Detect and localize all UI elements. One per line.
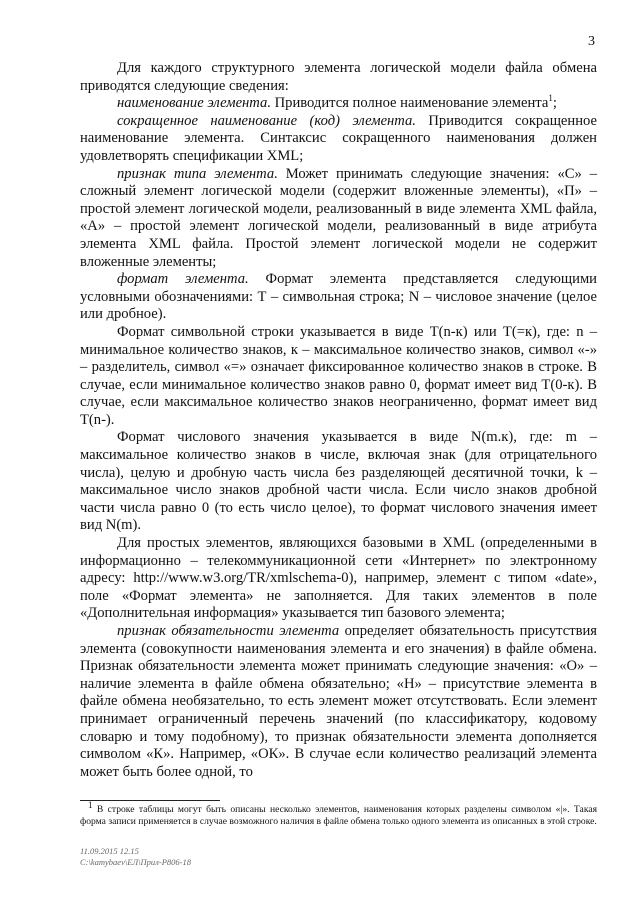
paragraph-text: Для каждого структурного элемента логической модели файла обмена приводятся следующие сведения: <box>80 60 597 94</box>
term-label: наименование элемента. <box>117 95 271 112</box>
paragraph-text: Формат элемента представляется следующими условными обозначениями: Т – символьная строка; N – числовое значение (целое или дробное). <box>80 271 597 323</box>
footnote-reference[interactable]: 1 <box>548 93 553 104</box>
paragraph-type-sign <box>80 166 597 272</box>
page-number: 3 <box>588 34 595 49</box>
paragraph-intro <box>80 60 597 95</box>
footnote-1 <box>80 799 597 829</box>
paragraph-text: Приводится полное наименование элемента <box>270 95 549 112</box>
footnote-number: 1 <box>88 799 93 810</box>
term-label: сокращенное наименование (код) элемента. <box>117 112 416 129</box>
paragraph-text-tail: ; <box>552 95 557 112</box>
footnote-divider <box>80 800 220 801</box>
document-stamp <box>80 846 191 867</box>
paragraph-text: определяет обязательность присутствия элемента (совокупности наименования элемента и его значения) в файле обмена. Признак обязательности элемента может принимать следующие значения: «О» – наличие элемента в файле обмена обязательно; «Н» – присутствие элемента в файле обмена необязательно, то есть элемент может отсутствовать. Если элемент принимает ограниченный перечень значений (по классификатору, кодовому словарю и тому подобному), то признак обязательности элемента дополняется символом «К». Например, «ОК». В случае если количество реализаций элемента может быть более одной, то <box>80 623 597 780</box>
paragraph-element-name <box>80 95 597 113</box>
paragraph-text: Формат символьной строки указывается в виде Т(n-к) или Т(=к), где: n – минимальное количество знаков, к – максимальное количество знаков, символ «-» – разделитель, символ «=» означает фиксированное количество знаков в строке. В случае, если минимальное количество знаков равно 0, формат имеет вид Т(0-к). В случае, если максимальное количество знаков неограниченно, формат имеет вид Т(n-). <box>80 323 597 428</box>
paragraph-format <box>80 271 597 324</box>
document-body <box>80 60 597 781</box>
term-label: формат элемента. <box>117 271 249 288</box>
paragraph-short-name <box>80 113 597 166</box>
footnotes <box>80 799 597 829</box>
term-label: признак типа элемента. <box>117 165 278 182</box>
paragraph-base-types <box>80 535 597 623</box>
stamp-path: С:\kamybaev\ЕЛ\Прил-Р806-18 <box>80 856 191 867</box>
footnote-text: В строке таблицы могут быть описаны несколько элементов, наименования которых разделены символом «|». Такая форма записи применяется в случае возможного наличия в файле обмена только одного элемента из описанных в этой строке. <box>80 804 597 828</box>
stamp-date: 11.09.2015 12.15 <box>80 846 139 856</box>
paragraph-text: Формат числового значения указывается в виде N(m.к), где: m – максимальное количество знаков в числе, включая знак (для отрицательного числа), целую и дробную часть числа без разделяющей десятичной точки, k – максимальное число знаков дробной части числа. Если число знаков дробной части числа равно 0 (то есть число целое), то формат числового значения имеет вид N(m). <box>80 429 597 534</box>
paragraph-number-format <box>80 429 597 535</box>
term-label: признак обязательности элемента <box>117 623 340 639</box>
paragraph-obligation <box>80 623 597 781</box>
paragraph-text: Для простых элементов, являющихся базовыми в XML (определенными в информационно – телекоммуникационной сети «Интернет» по электронному адресу: http://www.w3.org/TR/xmlschema-0), например, элемент с типом «date», поле «Формат элемента» не заполняется. Для таких элементов в поле «Дополнительная информация» указывается тип базового элемента; <box>80 535 597 622</box>
paragraph-string-format <box>80 324 597 430</box>
paragraph-text: Может принимать следующие значения: «С» – сложный элемент логической модели (содержит вложенные элементы), «П» – простой элемент логической модели, реализованный в виде элемента XML файла, «А» – простой элемент логической модели, реализованный в виде атрибута элемента XML файла. Простой элемент логической модели не содержит вложенные элементы; <box>80 165 597 270</box>
paragraph-text: Приводится сокращенное наименование элемента. Синтаксис сокращенного наименования должен удовлетворять спецификации XML; <box>80 112 597 164</box>
